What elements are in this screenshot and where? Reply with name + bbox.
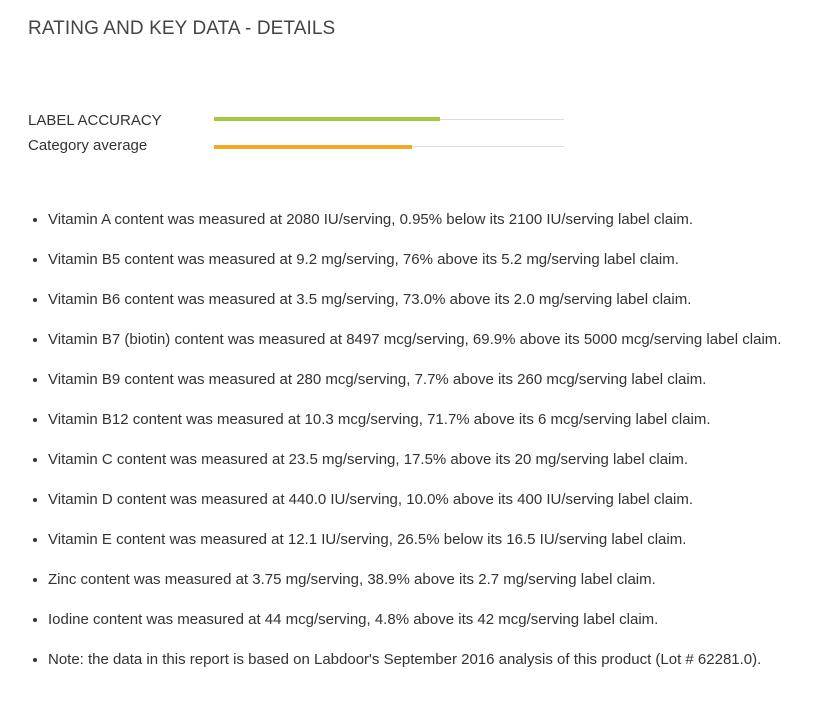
finding-item: • Vitamin B9 content was measured at 280 mcg/serving, 7.7% above its 260 mcg/serving label claim.: [48, 360, 781, 400]
finding-item: • Vitamin E content was measured at 12.1 IU/serving, 26.5% below its 16.5 IU/serving label claim.: [48, 520, 781, 560]
label-accuracy-track: [214, 119, 564, 120]
label-accuracy-bar: [214, 117, 440, 121]
report-note: • Note: the data in this report is based on Labdoor's September 2016 analysis of this product (Lot # 62281.0).: [48, 640, 781, 680]
category-average-label: Category average: [28, 137, 148, 154]
finding-item: • Iodine content was measured at 44 mcg/serving, 4.8% above its 42 mcg/serving label claim.: [48, 600, 781, 640]
finding-item: • Vitamin D content was measured at 440.0 IU/serving, 10.0% above its 400 IU/serving label claim.: [48, 480, 781, 520]
category-average-track: [214, 146, 564, 147]
label-accuracy-row: [28, 110, 588, 132]
section-title: RATING AND KEY DATA - DETAILS: [28, 18, 336, 39]
finding-item: • Vitamin B6 content was measured at 3.5 mg/serving, 73.0% above its 2.0 mg/serving label claim.: [48, 280, 781, 320]
label-accuracy-label: LABEL ACCURACY: [28, 112, 162, 129]
finding-item: • Vitamin B7 (biotin) content was measured at 8497 mcg/serving, 69.9% above its 5000 mcg/serving label claim.: [48, 320, 781, 360]
category-average-bar: [214, 145, 412, 149]
finding-item: • Vitamin B12 content was measured at 10.3 mcg/serving, 71.7% above its 6 mcg/serving label claim.: [48, 400, 781, 440]
findings-list: [28, 200, 781, 680]
finding-item: • Vitamin C content was measured at 23.5 mg/serving, 17.5% above its 20 mg/serving label claim.: [48, 440, 781, 480]
finding-item: • Vitamin B5 content was measured at 9.2 mg/serving, 76% above its 5.2 mg/serving label claim.: [48, 240, 781, 280]
finding-item: • Vitamin A content was measured at 2080 IU/serving, 0.95% below its 2100 IU/serving label claim.: [48, 200, 781, 240]
category-average-row: [28, 135, 588, 157]
finding-item: • Zinc content was measured at 3.75 mg/serving, 38.9% above its 2.7 mg/serving label claim.: [48, 560, 781, 600]
